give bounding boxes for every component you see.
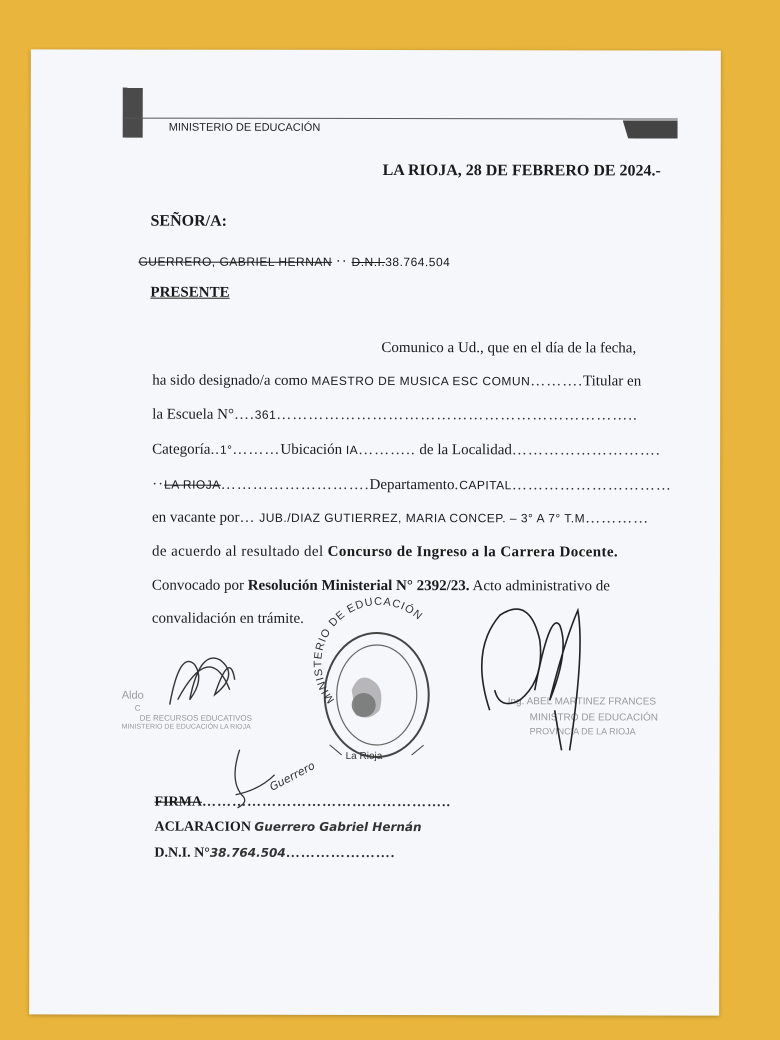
right-stamp-line-2: MINISTRO DE EDUCACIÓN [529,712,659,724]
recipient-name: GUERRERO, GABRIEL HERNAN [138,254,333,269]
dni-handwritten: 38.764.504 [209,845,286,860]
body-line-7: de acuerdo al resultado del Concurso de Ingreso a la Carrera Docente. [151,543,619,561]
position-value: MAESTRO DE MUSICA ESC COMUN [311,373,531,389]
left-stamp-line-2: DE RECURSOS EDUCATIVOS [139,713,252,723]
category-value: 1° [219,442,233,457]
seal-bottom-text: La Rioja [345,750,383,763]
school-number: 361 [254,407,277,422]
left-stamp-line-3: MINISTERIO DE EDUCACIÓN LA RIOJA [121,723,251,731]
body-line-5: ··LA RIOJA……………………….Departamento.CAPITAL………………………… [152,476,672,494]
aclaracion-label: ACLARACION [154,819,251,835]
body-line-1: Comunico a Ud., que en el día de la fecha, [381,340,637,357]
recipient-dni: 38.764.504 [385,255,451,270]
official-seal [312,596,429,757]
right-stamp-line-1: Ing. ABEL MARTINEZ FRANCES [507,696,657,708]
body-line-3: la Escuela N°….361………………………………………………………….. [152,406,638,424]
body-line-4: Categoría..1°………Ubicación IA……….. de la Localidad………………………. [152,441,661,459]
dni-label: D.N.I. N° [154,845,210,861]
left-stamp-name: Aldo [121,689,144,702]
salutation: SEÑOR/A: [150,212,228,230]
signatures-and-seal [29,49,721,1015]
seal-ring-text: MINISTERIO DE EDUCACIÓN [312,595,425,706]
right-signature [482,609,580,750]
left-stamp-line-1: C [134,703,141,713]
body-line-8: Convocado por Resolución Ministerial N° 2392/23. Acto administrativo de [151,577,610,595]
firma-line: FIRMA………………………………………….. [154,794,451,811]
aclaracion-line [154,820,421,836]
recipient-dni-label: D.N.I. [351,254,386,270]
ministry-label: MINISTERIO DE EDUCACIÓN [168,121,321,134]
document-page [29,49,721,1015]
presente-label: PRESENTE [150,284,230,301]
date-line: LA RIOJA, 28 DE FEBRERO DE 2024.- [382,162,661,180]
recipient-line: GUERRERO, GABRIEL HERNAN ·· D.N.I.38.764.504 [138,253,451,270]
department-value: CAPITAL [459,478,512,493]
body-line-2: ha sido designado/a como MAESTRO DE MUSICA ESC COMUN……….Titular en [152,372,642,390]
aclaracion-handwritten: Guerrero Gabriel Hernán [254,819,422,835]
location-value: IA [345,442,359,457]
resolution-ref: Resolución Ministerial N° 2392/23. [247,577,470,595]
right-stamp-line-3: PROVINCIA DE LA RIOJA [529,726,636,737]
dni-line: D.N.I. N°38.764.504…………………. [154,845,396,862]
contest-name: Concurso de Ingreso a la Carrera Docente. [327,543,619,561]
body-line-9: convalidación en trámite. [151,610,304,627]
body-line-6: en vacante por… JUB./DIAZ GUTIERREZ, MARIA CONCEP. – 3° A 7° T.M………… [152,509,650,527]
locality-value: LA RIOJA [164,477,221,492]
left-signature [170,658,235,705]
vacancy-value: JUB./DIAZ GUTIERREZ, MARIA CONCEP. – 3° A 7° T.M [259,510,586,526]
firma-handwritten: Guerrero [267,759,318,794]
firma-label: FIRMA [154,794,202,810]
